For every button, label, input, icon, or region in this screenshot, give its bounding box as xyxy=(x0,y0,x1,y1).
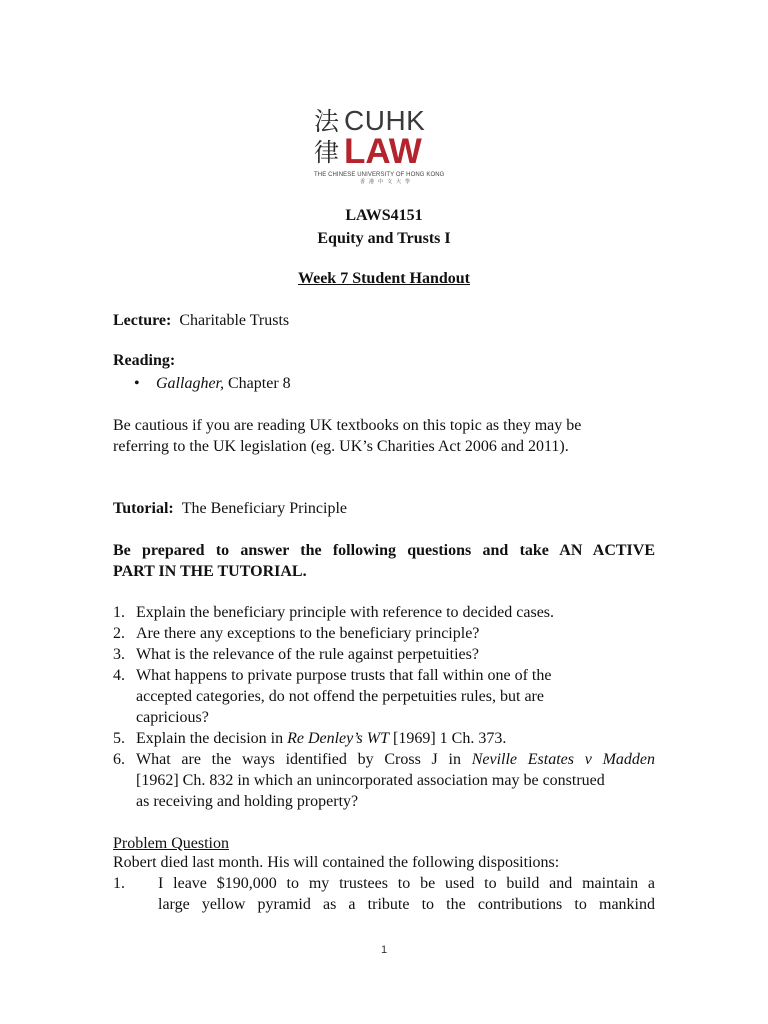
tutorial-label: Tutorial: xyxy=(113,500,174,517)
question-text-line: accepted categories, do not offend the perpetuities rules, but are xyxy=(136,688,544,705)
logo-subtitle-cjk: 香港中文大學 xyxy=(359,179,414,185)
question-text-pre: Explain the decision in xyxy=(136,730,288,747)
lecture-label: Lecture: xyxy=(113,312,172,329)
problem-intro: Robert died last month. His will contained the following dispositions: xyxy=(113,854,560,871)
handout-title-text: Week 7 Student Handout xyxy=(297,270,471,287)
logo-cjk-characters xyxy=(314,106,342,168)
reading-author: Gallagher, xyxy=(156,375,224,392)
problem-heading xyxy=(113,833,655,854)
cuhk-law-logo xyxy=(314,106,460,186)
reading-chapter: Chapter 8 xyxy=(224,375,291,392)
reading-bullet: • xyxy=(134,375,140,392)
question-text-post: [1969] 1 Ch. 373. xyxy=(388,730,507,747)
question-number: 6. xyxy=(113,751,125,768)
question-text xyxy=(136,728,655,749)
page-number: 1 xyxy=(380,944,388,956)
course-name: Equity and Trusts I xyxy=(317,230,451,247)
instruction-line-2: PART IN THE TUTORIAL. xyxy=(113,563,307,580)
case-name: Re Denley’s WT xyxy=(287,730,389,747)
caution-line-1: Be cautious if you are reading UK textbooks on this topic as they may be xyxy=(113,417,582,434)
lecture-topic: Charitable Trusts xyxy=(179,312,290,329)
logo-cjk-top: 法 xyxy=(314,107,340,136)
question-text-line: as receiving and holding property? xyxy=(136,793,359,810)
question-number: 5. xyxy=(113,730,125,747)
tutorial-topic: The Beneficiary Principle xyxy=(181,500,348,517)
question-number: 2. xyxy=(113,625,125,642)
tutorial-line xyxy=(113,498,655,519)
question-text-line: [1962] Ch. 832 in which an unincorporated association may be construed xyxy=(136,772,605,789)
instruction-line-1: Be prepared to answer the following questions and take AN ACTIVE xyxy=(113,542,655,559)
question-text-line xyxy=(136,749,655,770)
question-text: Explain the beneficiary principle with reference to decided cases. xyxy=(136,604,555,621)
question-number: 3. xyxy=(113,646,125,663)
question-number: 1. xyxy=(113,604,125,621)
question-text-line: capricious? xyxy=(136,709,209,726)
question-text: Are there any exceptions to the beneficiary principle? xyxy=(136,625,480,642)
reading-item xyxy=(156,373,636,394)
course-code: LAWS4151 xyxy=(345,207,423,224)
reading-label: Reading: xyxy=(113,352,176,369)
problem-item-line: large yellow pyramid as a tribute to the contributions to mankind xyxy=(158,896,655,913)
question-text-line: What happens to private purpose trusts that fall within one of the xyxy=(136,667,552,684)
lecture-line xyxy=(113,310,655,331)
caution-line-2: referring to the UK legislation (eg. UK’s Charities Act 2006 and 2011). xyxy=(113,438,569,455)
logo-subtitle: THE CHINESE UNIVERSITY OF HONG KONG xyxy=(314,172,445,178)
handout-title xyxy=(0,268,768,290)
problem-item-number: 1. xyxy=(113,875,125,892)
logo-law-text: LAW xyxy=(344,132,422,171)
question-number: 4. xyxy=(113,667,125,684)
problem-item-line: I leave $190,000 to my trustees to be used to build and maintain a xyxy=(158,875,655,892)
problem-heading-text: Problem Question xyxy=(113,835,229,852)
question-text-pre: What are the ways identified by Cross J in xyxy=(136,751,472,768)
question-text: What is the relevance of the rule against perpetuities? xyxy=(136,646,479,663)
logo-cjk-bottom: 律 xyxy=(314,138,340,167)
logo-cuhk-text: CUHK xyxy=(344,105,426,136)
case-name: Neville Estates v Madden xyxy=(471,751,656,768)
